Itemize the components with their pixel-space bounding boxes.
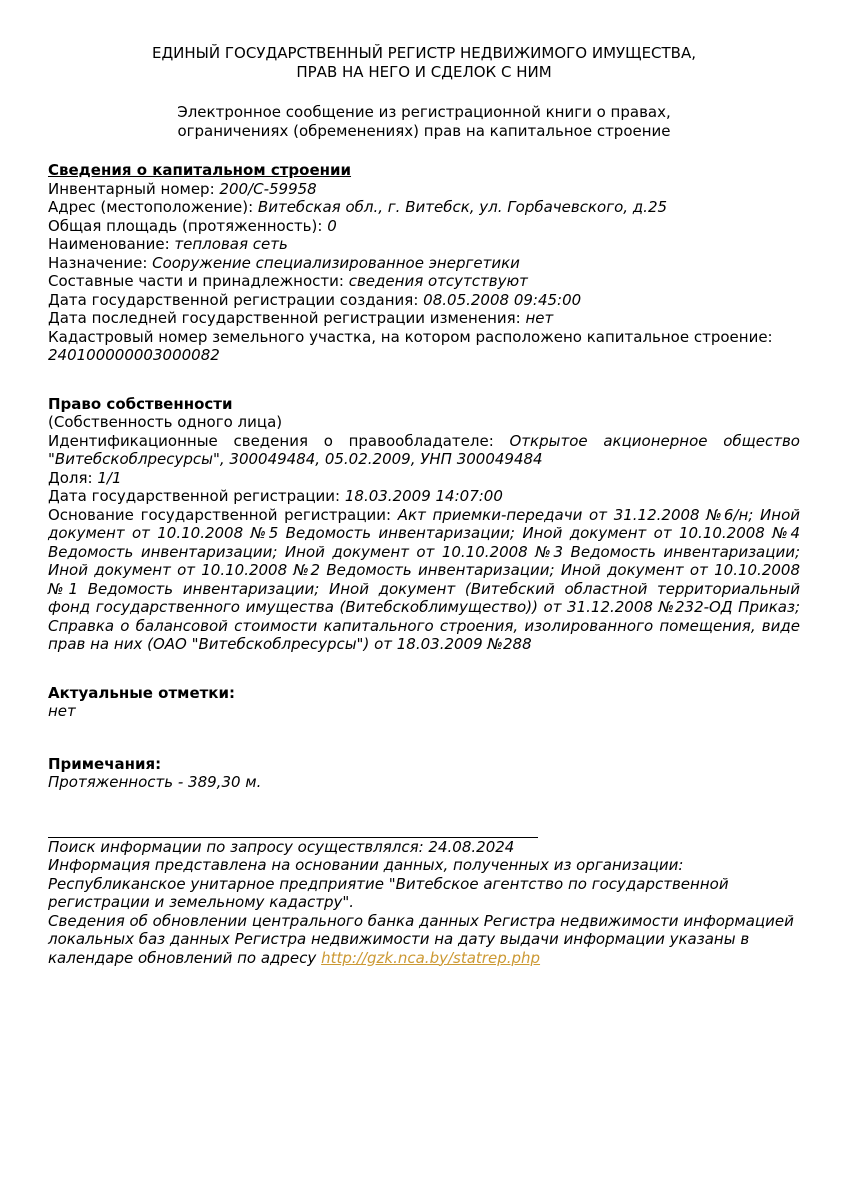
field-registration-basis xyxy=(48,506,800,654)
field-label: Дата государственной регистрации: xyxy=(48,487,341,505)
field-label: Основание государственной регистрации: xyxy=(48,505,392,524)
title-line-1: ЕДИНЫЙ ГОСУДАРСТВЕННЫЙ РЕГИСТР НЕДВИЖИМОГО ИМУЩЕСТВА, xyxy=(151,44,697,62)
marks-value: нет xyxy=(48,702,76,720)
field-registration-date xyxy=(48,487,800,506)
field-value: 240100000003000082 xyxy=(48,346,220,364)
footer-update-text: Сведения об обновлении центрального банка данных Регистра недвижимости информацией локальных баз данных Регистра недвижимости на дату выдачи информации указаны в календаре обновлений по адресу xyxy=(48,911,794,967)
field-share xyxy=(48,469,800,488)
field-label: Кадастровый номер земельного участка, на котором расположено капитальное строение: xyxy=(48,327,773,346)
field-address xyxy=(48,198,800,217)
field-last-change-date xyxy=(48,309,800,328)
field-purpose xyxy=(48,254,800,273)
document-subtitle xyxy=(48,103,800,140)
footer-update-note xyxy=(48,912,800,968)
footer-search-date-line: Поиск информации по запросу осуществлялся: 24.08.2024 xyxy=(48,837,515,856)
title-line-2: ПРАВ НА НЕГО И СДЕЛОК С НИМ xyxy=(296,62,552,81)
section-building-info xyxy=(48,161,800,365)
field-label: Дата государственной регистрации создания: xyxy=(48,290,419,309)
field-label: Инвентарный номер: xyxy=(48,179,215,198)
field-label: Составные части и принадлежности: xyxy=(48,272,344,290)
field-creation-registration-date xyxy=(48,291,800,310)
document-title xyxy=(48,44,800,81)
field-value: нет xyxy=(525,309,554,327)
field-value: Витебская обл., г. Витебск, ул. Горбачевского, д.25 xyxy=(257,198,668,216)
field-value: Сооружение специализированное энергетики xyxy=(152,253,520,272)
field-value: Акт приемки-передачи от 31.12.2008 №6/н; Иной документ от 10.10.2008 №5 Ведомость инвентаризации; Иной документ от 10.10.2008 №4 Ведомость инвентаризации; Иной документ от 10.10.2008 №3 Ведомость инвентаризации; Иной документ от 10.10.2008 №2 Ведомость инвентаризации; Иной документ от 10.10.2008 №1 Ведомость инвентаризации; Иной документ (Витебский областной территориальный фонд государственного имущества (Витебскоблимущество)) от 31.12.2008 №232-ОД Приказ; Справка о балансовой стоимости капитального строения, изолированного помещения, виде прав на них (ОАО "Витебскоблресурсы") от 18.03.2009 №288 xyxy=(48,505,801,653)
field-value: 18.03.2009 14:07:00 xyxy=(344,487,503,505)
field-value: тепловая сеть xyxy=(174,235,288,253)
field-inventory-number xyxy=(48,180,800,199)
field-label: Наименование: xyxy=(48,235,170,253)
field-cadastral-number xyxy=(48,328,800,365)
field-value: 0 xyxy=(327,216,337,235)
notes-value: Протяженность - 389,30 м. xyxy=(48,773,262,791)
footer-info-source-line: Информация представлена на основании данных, полученных из организации: xyxy=(48,856,684,874)
ownership-section-heading: Право собственности xyxy=(48,394,233,413)
field-label: Общая площадь (протяженность): xyxy=(48,216,323,235)
field-label: Адрес (местоположение): xyxy=(48,198,254,216)
field-value: Открытое акционерное общество "Витебскоблресурсы", 300049484, 05.02.2009, УНП 300049484 xyxy=(48,431,800,468)
section-current-marks xyxy=(48,684,800,721)
building-section-heading: Сведения о капитальном строении xyxy=(48,161,352,179)
footer-organization-line: Республиканское унитарное предприятие "Витебское агентство по государственной регистрации и земельному кадастру". xyxy=(48,874,729,911)
section-ownership xyxy=(48,395,800,654)
field-label: Доля: xyxy=(48,468,93,487)
field-value: 200/С-59958 xyxy=(219,179,317,198)
document-footer xyxy=(48,837,800,968)
subtitle-line-2: ограничениях (обременениях) прав на капитальное строение xyxy=(177,121,671,140)
field-component-parts xyxy=(48,272,800,291)
subtitle-line-1: Электронное сообщение из регистрационной книги о правах, xyxy=(177,103,671,121)
notes-section-heading: Примечания: xyxy=(48,754,162,773)
field-label: Дата последней государственной регистрации изменения: xyxy=(48,309,521,327)
ownership-type-note: (Собственность одного лица) xyxy=(48,413,283,431)
field-value: 1/1 xyxy=(97,468,122,487)
field-total-area xyxy=(48,217,800,236)
marks-section-heading: Актуальные отметки: xyxy=(48,683,235,702)
field-value: 08.05.2008 09:45:00 xyxy=(423,290,582,309)
field-label: Идентификационные сведения о правообладателе: xyxy=(48,431,494,450)
update-calendar-link[interactable]: http://gzk.nca.by/statrep.php xyxy=(321,948,541,967)
field-label: Назначение: xyxy=(48,253,148,272)
field-name xyxy=(48,235,800,254)
field-value: сведения отсутствуют xyxy=(348,272,528,290)
section-notes xyxy=(48,755,800,792)
field-rights-holder xyxy=(48,432,800,469)
